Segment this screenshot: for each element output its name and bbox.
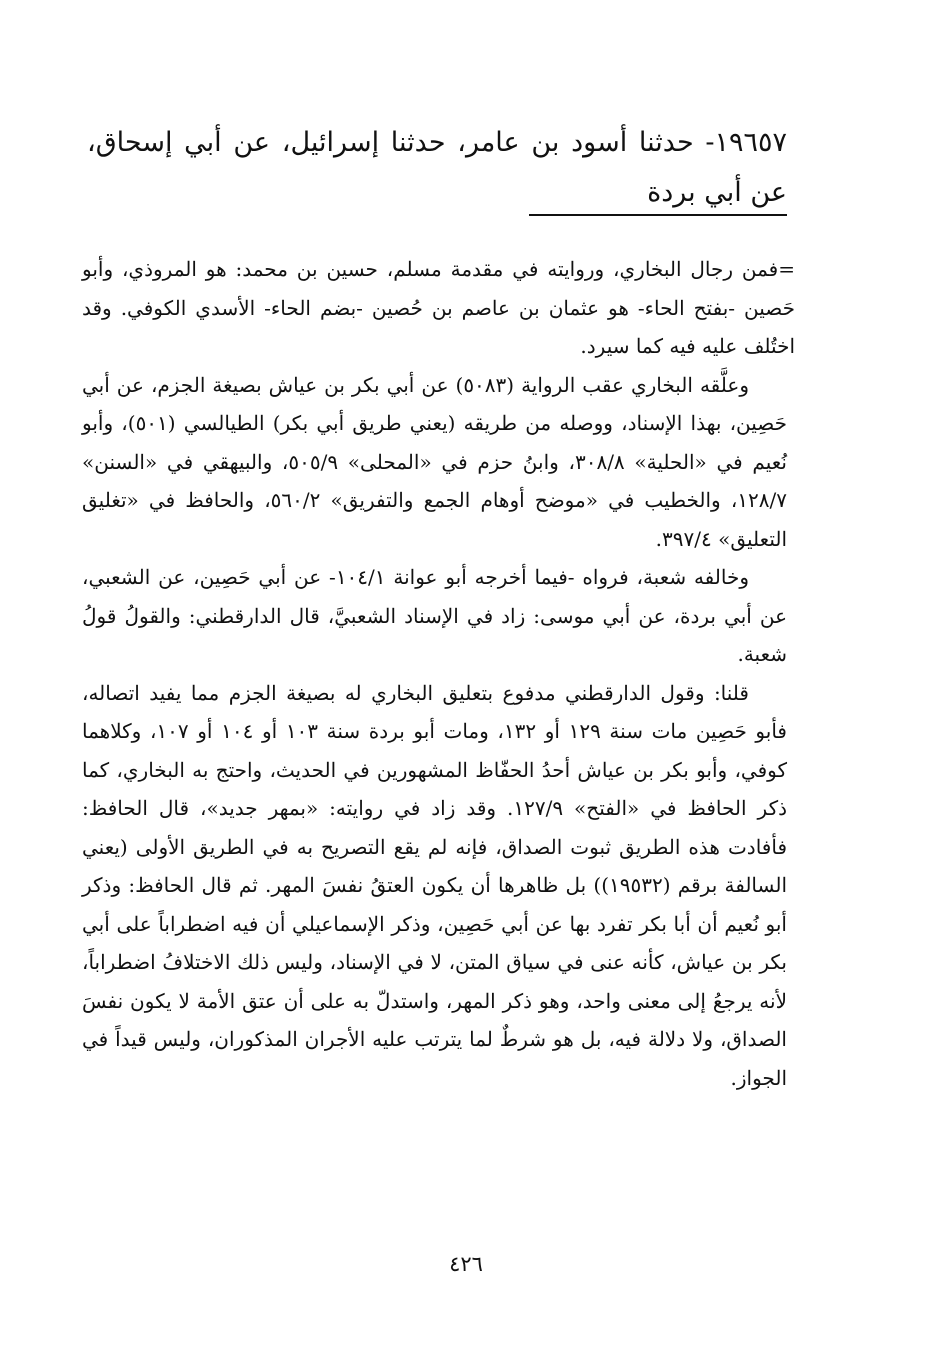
footnote-separator — [529, 214, 787, 216]
footnote-paragraph: وعلَّقه البخاري عقب الرواية (٥٠٨٣) عن أبي بكر بن عياش بصيغة الجزم، عن أبي حَصِين، بهذا الإسناد، ووصله من طريقه (يعني طريق أبي بكر) الطيالسي (٥٠١)، وأبو نُعيم في «الحلية» ٣٠٨/٨، وابنُ حزم في «المحلى» ٥٠٥/٩، والبيهقي في «السنن» ١٢٨/٧، والخطيب في «موضح أوهام الجمع والتفريق» ٥٦٠/٢، والحافظ في «تغليق التعليق» ٣٩٧/٤. — [82, 372, 787, 551]
footnote-paragraph: قلنا: وقول الدارقطني مدفوع بتعليق البخاري له بصيغة الجزم مما يفيد اتصاله، فأبو حَصِين مات سنة ١٢٩ أو ١٣٢، ومات أبو بردة سنة ١٠٣ أو ١٠٤ أو ١٠٧، وكلاهما كوفي، وأبو بكر بن عياش أحدُ الحفّاظ المشهورين في الحديث، واحتج به البخاري، كما ذكر الحافظ في «الفتح» ١٢٧/٩. وقد زاد في روايته: «بمهر جديد»، قال الحافظ: فأفادت هذه الطريق ثبوت الصداق، فإنه لم يقع التصريح به في الطريق الأولى (يعني السالفة برقم (١٩٥٣٢)) بل ظاهرها أن يكون العتقُ نفسَ المهر. ثم قال الحافظ: وذكر أبو نُعيم أن أبا بكر تفرد بها عن أبي حَصِين، وذكر الإسماعيلي أن فيه اضطراباً على أبي بكر بن عياش، كأنه عنى في سياق المتن، لا في الإسناد، وليس ذلك الاختلافُ اضطراباً، لأنه يرجعُ إلى معنى واحد، وهو ذكر المهر، واستدلّ به على أن عتق الأمة لا يكون نفسَ الصداق، ولا دلالة فيه، بل هو شرطٌ لما يترتب عليه الأجران المذكوران، وليس قيداً في الجواز. — [82, 680, 788, 1090]
page-number: ٤٢٦ — [449, 1252, 483, 1276]
footnotes — [82, 250, 795, 1097]
hadith-text: ١٩٦٥٧- حدثنا أسود بن عامر، حدثنا إسرائيل، عن أبي إسحاق، عن أبي بردة — [87, 127, 787, 208]
footnote-paragraph: وخالفه شعبة، فرواه -فيما أخرجه أبو عوانة ١٠٤/١- عن أبي حَصِين، عن الشعبي، عن أبي بردة، عن أبي موسى: زاد في الإسناد الشعبيَّ، قال الدارقطني: والقولُ قولُ شعبة. — [82, 565, 787, 666]
footnote-paragraph: =فمن رجال البخاري، وروايته في مقدمة مسلم، حسين بن محمد: هو المروذي، وأبو حَصين -بفتح الحاء- هو عثمان بن عاصم بن حُصين -بضم الحاء- الأسدي الكوفي. وقد اختُلف عليه فيه كما سيرد. — [82, 257, 795, 358]
